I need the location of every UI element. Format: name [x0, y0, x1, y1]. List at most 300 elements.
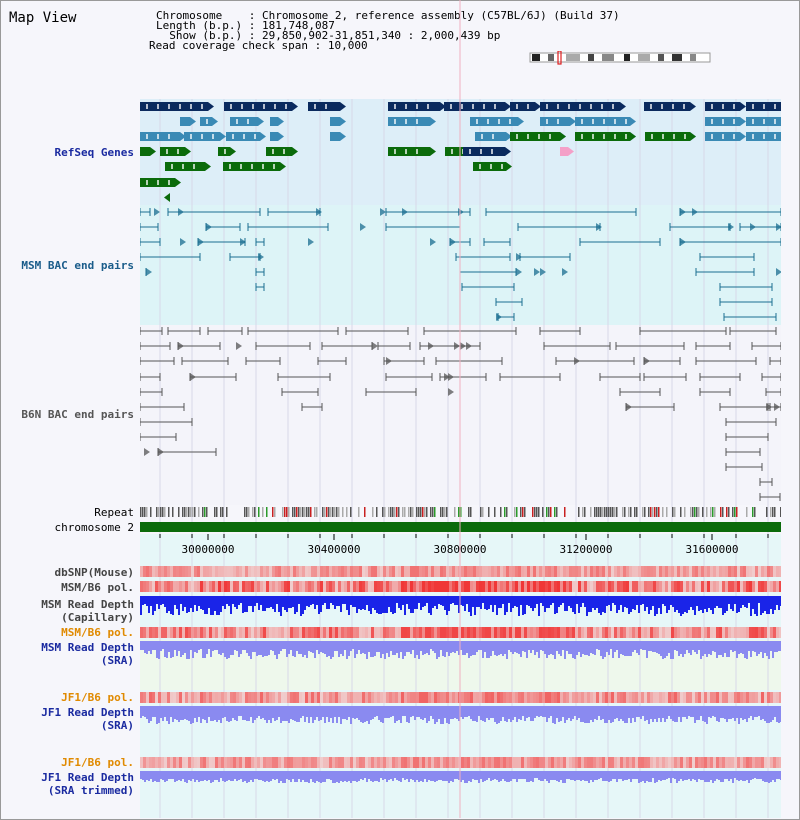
jf1-pol2-cell: [440, 757, 443, 768]
jf1-pol-cell: [776, 692, 779, 703]
dbsnp-cell: [371, 566, 374, 577]
jf1-sra-depth-bar: [348, 706, 350, 717]
msm-sra-depth-bar: [584, 641, 586, 655]
repeat-element: [248, 507, 250, 517]
jf1-trim-depth-bar: [494, 771, 496, 779]
msm-sra-depth-bar: [380, 641, 382, 658]
dbsnp-cell: [512, 566, 515, 577]
coverage-value: 10,000: [327, 39, 368, 52]
jf1-sra-depth-bar: [658, 706, 660, 718]
gene-exon-mark: [469, 149, 471, 154]
repeat-element: [392, 507, 394, 517]
jf1-pol-cell: [599, 692, 602, 703]
msm-pol-cell: [353, 581, 356, 592]
jf1-sra-depth-bar: [780, 706, 781, 722]
jf1-pol-cell: [575, 692, 578, 703]
jf1-pol-cell: [704, 692, 707, 703]
jf1-pol2-cell: [590, 757, 593, 768]
jf1-trim-depth-bar: [564, 771, 566, 783]
dbsnp-cell: [422, 566, 425, 577]
jf1-trim-depth-bar: [518, 771, 520, 779]
jf1-sra-depth-bar: [750, 706, 752, 716]
jf1-pol-cell: [443, 692, 446, 703]
msm-pol-cell: [719, 581, 722, 592]
dbsnp-cell: [449, 566, 452, 577]
jf1-trim-depth-bar: [290, 771, 292, 782]
jf1-pol-cell: [326, 692, 329, 703]
dbsnp-cell: [176, 566, 179, 577]
jf1-sra-depth-bar: [230, 706, 232, 721]
jf1-pol-cell: [440, 692, 443, 703]
jf1-trim-depth-bar: [702, 771, 704, 780]
jf1-trim-depth-bar: [532, 771, 534, 782]
jf1-trim-depth-bar: [222, 771, 224, 781]
jf1-trim-depth-bar: [284, 771, 286, 783]
jf1-pol2-cell: [719, 757, 722, 768]
msm-pol2-cell: [776, 627, 779, 638]
jf1-pol-cell: [167, 692, 170, 703]
msm-pol2-cell: [404, 627, 407, 638]
msm-sra-depth-bar: [176, 641, 178, 656]
msm-sra-depth-bar: [776, 641, 778, 652]
jf1-trim-depth-bar: [266, 771, 268, 781]
jf1-pol-cell: [527, 692, 530, 703]
jf1-pol-cell: [701, 692, 704, 703]
msm-cap-depth-bar: [166, 596, 168, 613]
gene-exon-mark: [157, 104, 159, 109]
jf1-pol-cell: [749, 692, 752, 703]
jf1-sra-depth-bar: [176, 706, 178, 720]
msm-cap-depth-bar: [634, 596, 636, 610]
jf1-trim-depth-bar: [594, 771, 596, 780]
jf1-trim-depth-bar: [422, 771, 424, 782]
msm-cap-depth-bar: [150, 596, 152, 606]
msm-pol-cell: [776, 581, 779, 592]
msm-sra-depth-bar: [348, 641, 350, 656]
msm-sra-depth-bar: [676, 641, 678, 651]
jf1-pol-cell: [218, 692, 221, 703]
msm-pol-cell: [557, 581, 560, 592]
jf1-pol-cell: [551, 692, 554, 703]
msm-pol-cell: [587, 581, 590, 592]
msm-pol2-cell: [722, 627, 725, 638]
jf1-pol2-cell: [167, 757, 170, 768]
msm-pol-cell: [647, 581, 650, 592]
msm-pol-cell: [422, 581, 425, 592]
jf1-trim-depth-bar: [584, 771, 586, 781]
dbsnp-cell: [146, 566, 149, 577]
msm-cap-depth-bar: [314, 596, 316, 609]
jf1-pol-cell: [545, 692, 548, 703]
dbsnp-cell: [317, 566, 320, 577]
repeat-element: [524, 507, 526, 517]
msm-pol2-cell: [290, 627, 293, 638]
msm-pol-cell: [581, 581, 584, 592]
jf1-sra-depth-bar: [774, 706, 776, 717]
msm-pol2-cell: [182, 627, 185, 638]
gene-exon-mark: [557, 119, 559, 124]
jf1-sra-depth-bar: [476, 706, 478, 722]
msm-pol2-cell: [296, 627, 299, 638]
dbsnp-cell: [611, 566, 614, 577]
msm-pol2-cell: [692, 627, 695, 638]
gene-exon-mark: [405, 119, 407, 124]
gene-exon-mark: [224, 149, 226, 154]
msm-sra-depth-bar: [484, 641, 486, 652]
jf1-trim-depth-bar: [278, 771, 280, 783]
msm-sra-depth-bar: [626, 641, 628, 656]
jf1-sra-depth-bar: [390, 706, 392, 717]
jf1-trim-depth-bar: [214, 771, 216, 780]
jf1-pol2-cell: [455, 757, 458, 768]
jf1-pol-cell: [557, 692, 560, 703]
gene-feature: [266, 147, 292, 156]
jf1-pol2-cell: [386, 757, 389, 768]
msm-cap-depth-bar: [198, 596, 200, 606]
msm-sra-depth-bar: [372, 641, 374, 657]
jf1-trim-depth-bar: [678, 771, 680, 781]
jf1-pol2-cell: [395, 757, 398, 768]
msm-sra-depth-bar: [502, 641, 504, 656]
genome-track-panel[interactable]: [140, 0, 781, 818]
msm-cap-depth-bar: [184, 596, 186, 607]
jf1-trim-depth-bar: [434, 771, 436, 782]
msm-cap-depth-bar: [354, 596, 356, 607]
jf1-pol2-cell: [584, 757, 587, 768]
jf1-sra-depth-bar: [742, 706, 744, 720]
jf1-trim-depth-bar: [498, 771, 500, 782]
coverage-label: Read coverage check span: [149, 39, 308, 52]
jf1-trim-depth-bar: [496, 771, 498, 780]
length-value: 181,748,087: [261, 19, 335, 32]
msm-cap-depth-bar: [390, 596, 392, 612]
msm-pol-cell: [773, 581, 776, 592]
msm-pol2-cell: [179, 627, 182, 638]
msm-pol-cell: [173, 581, 176, 592]
msm-pol2-cell: [308, 627, 311, 638]
jf1-trim-depth-bar: [342, 771, 344, 782]
repeat-element: [326, 507, 328, 517]
jf1-pol2-cell: [353, 757, 356, 768]
jf1-sra-depth-bar: [172, 706, 174, 722]
gene-feature: [510, 102, 535, 111]
jf1-trim-depth-bar: [334, 771, 336, 783]
jf1-sra-depth-bar: [244, 706, 246, 720]
jf1-sra-depth-bar: [142, 706, 144, 716]
repeat-element: [598, 507, 600, 517]
msm-sra-depth-bar: [628, 641, 630, 656]
jf1-pol2-cell: [224, 757, 227, 768]
jf1-pol2-cell: [314, 757, 317, 768]
gene-exon-mark: [481, 134, 483, 139]
msm-sra-depth-bar: [288, 641, 290, 654]
msm-cap-depth-bar: [488, 596, 490, 609]
jf1-sra-depth-bar: [598, 706, 600, 716]
repeat-element: [710, 507, 712, 517]
msm-cap-depth-bar: [708, 596, 710, 608]
msm-pol2-cell: [704, 627, 707, 638]
msm-cap-depth-bar: [188, 596, 190, 612]
jf1-trim-depth-bar: [762, 771, 764, 781]
jf1-trim-depth-bar: [660, 771, 662, 781]
gene-exon-mark: [254, 134, 256, 139]
msm-sra-depth-bar: [764, 641, 766, 653]
jf1-pol-cell: [482, 692, 485, 703]
dbsnp-cell: [425, 566, 428, 577]
jf1-pol2-cell: [419, 757, 422, 768]
msm-cap-depth-bar: [712, 596, 714, 614]
jf1-sra-depth-bar: [480, 706, 482, 720]
jf1-sra-depth-bar: [300, 706, 302, 718]
repeat-element: [470, 507, 472, 517]
msm-pol-cell: [638, 581, 641, 592]
jf1-pol-cell: [641, 692, 644, 703]
msm-pol-cell: [497, 581, 500, 592]
msm-sra-depth-bar: [604, 641, 606, 657]
repeat-element: [282, 507, 284, 517]
jf1-trim-depth-bar: [554, 771, 556, 780]
jf1-pol-cell: [185, 692, 188, 703]
dbsnp-cell: [377, 566, 380, 577]
repeat-element: [364, 507, 366, 517]
msm-cap-depth-bar: [328, 596, 330, 609]
gene-exon-mark: [546, 119, 548, 124]
dbsnp-cell: [311, 566, 314, 577]
msm-pol2-cell: [707, 627, 710, 638]
jf1-sra-depth-bar: [430, 706, 432, 716]
jf1-sra-depth-bar: [680, 706, 682, 722]
jf1-pol2-cell: [335, 757, 338, 768]
msm-cap-depth-bar: [290, 596, 292, 608]
msm-pol2-cell: [251, 627, 254, 638]
msm-cap-depth-bar: [214, 596, 216, 611]
msm-sra-depth-bar: [414, 641, 416, 658]
jf1-pol-cell: [674, 692, 677, 703]
jf1-trim-depth-bar: [330, 771, 332, 780]
jf1-pol2-cell: [575, 757, 578, 768]
repeat-element: [146, 507, 148, 517]
dbsnp-cell: [722, 566, 725, 577]
jf1-trim-depth-bar: [534, 771, 536, 778]
msm-pol-cell: [278, 581, 281, 592]
jf1-sra-depth-bar: [736, 706, 738, 718]
jf1-pol-cell: [293, 692, 296, 703]
jf1-trim-depth-bar: [778, 771, 780, 779]
jf1-pol-cell: [503, 692, 506, 703]
jf1-pol-cell: [632, 692, 635, 703]
msm-cap-depth-bar: [174, 596, 176, 605]
dbsnp-cell: [476, 566, 479, 577]
msm-cap-depth-bar: [510, 596, 512, 612]
jf1-pol2-cell: [257, 757, 260, 768]
jf1-sra-depth-bar: [462, 706, 464, 719]
msm-sra-depth-bar: [210, 641, 212, 657]
repeat-element: [680, 507, 682, 517]
repeat-element: [198, 507, 200, 517]
msm-sra-depth-bar: [592, 641, 594, 654]
msm-pol2-cell: [143, 627, 146, 638]
msm-sra-depth-bar: [702, 641, 704, 656]
jf1-pol-cell: [464, 692, 467, 703]
jf1-pol2-cell: [179, 757, 182, 768]
msm-pol-cell: [191, 581, 194, 592]
dbsnp-cell: [605, 566, 608, 577]
msm-cap-depth-bar: [156, 596, 158, 604]
dbsnp-cell: [401, 566, 404, 577]
msm-sra-depth-bar: [328, 641, 330, 656]
msm-sra-depth-bar: [252, 641, 254, 652]
msm-pol-cell: [296, 581, 299, 592]
jf1-trim-depth-bar: [416, 771, 418, 780]
msm-sra-depth-bar: [726, 641, 728, 657]
dbsnp-cell: [404, 566, 407, 577]
msm-pol2-cell: [710, 627, 713, 638]
msm-pol2-cell: [620, 627, 623, 638]
gene-feature: [140, 102, 208, 111]
jf1-trim-depth-bar: [670, 771, 672, 783]
msm-pol2-cell: [749, 627, 752, 638]
dbsnp-cell: [731, 566, 734, 577]
msm-sra-depth-bar: [240, 641, 242, 654]
jf1-pol2-cell: [362, 757, 365, 768]
jf1-sra-depth-bar: [454, 706, 456, 718]
msm-cap-depth-bar: [300, 596, 302, 616]
msm-sra-depth-bar: [322, 641, 324, 653]
msm-cap-depth-bar: [644, 596, 646, 611]
jf1-pol-cell: [164, 692, 167, 703]
gene-feature: [540, 117, 570, 126]
jf1-sra-depth-bar: [298, 706, 300, 722]
dbsnp-cell: [353, 566, 356, 577]
repeat-element: [254, 507, 256, 517]
msm-sra-depth-bar: [536, 641, 538, 652]
jf1-sra-depth-bar: [674, 706, 676, 722]
msm-sra-depth-bar: [336, 641, 338, 651]
jf1-trim-depth-bar: [626, 771, 628, 780]
dbsnp-cell: [683, 566, 686, 577]
msm-pol-cell: [437, 581, 440, 592]
msm-pol-cell: [425, 581, 428, 592]
msm-sra-depth-bar: [694, 641, 696, 652]
msm-pol2-cell: [146, 627, 149, 638]
gene-exon-mark: [168, 134, 170, 139]
jf1-trim-depth-bar: [650, 771, 652, 782]
jf1-trim-depth-bar: [368, 771, 370, 779]
repeat-element: [726, 507, 728, 517]
jf1-sra-depth-bar: [314, 706, 316, 720]
gene-exon-mark: [483, 104, 485, 109]
jf1-sra-depth-bar: [552, 706, 554, 723]
msm-sra-depth-bar: [560, 641, 562, 656]
jf1-sra-depth-bar: [290, 706, 292, 719]
msm-pol-cell: [725, 581, 728, 592]
jf1-pol-cell: [407, 692, 410, 703]
msm-pol2-cell: [410, 627, 413, 638]
jf1-sra-depth-bar: [532, 706, 534, 721]
jf1-pol-cell: [161, 692, 164, 703]
jf1-pol2-cell: [500, 757, 503, 768]
msm-pol2-cell: [311, 627, 314, 638]
jf1-pol-cell: [524, 692, 527, 703]
jf1-pol-cell: [248, 692, 251, 703]
msm-pol-cell: [479, 581, 482, 592]
msm-pol2-cell: [608, 627, 611, 638]
jf1-trim-depth-bar: [172, 771, 174, 779]
msm-cap-depth-bar: [594, 596, 596, 610]
msm-cap-depth-bar: [272, 596, 274, 609]
dbsnp-cell: [770, 566, 773, 577]
jf1-sra-depth-bar: [516, 706, 518, 722]
msm-pol2-cell: [203, 627, 206, 638]
axis-tick-label: 30400000: [307, 543, 361, 556]
repeat-element: [514, 507, 516, 517]
jf1-pol-cell: [227, 692, 230, 703]
repeat-element: [142, 507, 144, 517]
msm-sra-depth-bar: [704, 641, 706, 654]
jf1-pol-cell: [722, 692, 725, 703]
jf1-trim-depth-bar: [262, 771, 264, 781]
jf1-sra-depth-bar: [376, 706, 378, 716]
msm-pol-cell: [320, 581, 323, 592]
msm-pol-cell: [395, 581, 398, 592]
jf1-trim-depth-bar: [380, 771, 382, 778]
jf1-trim-depth-bar: [256, 771, 258, 779]
jf1-pol-cell: [386, 692, 389, 703]
dbsnp-cell: [632, 566, 635, 577]
msm-cap-depth-bar: [228, 596, 230, 606]
jf1-sra-depth-bar: [368, 706, 370, 724]
jf1-pol2-cell: [437, 757, 440, 768]
dbsnp-cell: [389, 566, 392, 577]
repeat-element: [194, 507, 196, 517]
dbsnp-cell: [392, 566, 395, 577]
msm-sra-depth-bar: [406, 641, 408, 652]
repeat-element: [714, 507, 716, 517]
jf1-pol2-cell: [701, 757, 704, 768]
jf1-pol2-cell: [605, 757, 608, 768]
msm-cap-depth-bar: [672, 596, 674, 607]
jf1-sra-depth-bar: [524, 706, 526, 721]
msm-pol2-cell: [362, 627, 365, 638]
repeat-element: [446, 507, 448, 517]
jf1-sra-depth-bar: [196, 706, 198, 722]
jf1-pol2-cell: [479, 757, 482, 768]
msm-cap-depth-bar: [254, 596, 256, 606]
msm-pol2-cell: [779, 627, 781, 638]
gene-exon-mark: [651, 134, 653, 139]
jf1-pol-cell: [314, 692, 317, 703]
repeat-element: [424, 507, 426, 517]
jf1-pol2-cell: [377, 757, 380, 768]
repeat-element: [416, 507, 418, 517]
msm-cap-depth-bar: [678, 596, 680, 613]
jf1-trim-depth-bar: [596, 771, 598, 780]
msm-pol2-cell: [668, 627, 671, 638]
msm-pol-cell: [518, 581, 521, 592]
jf1-trim-depth-bar: [750, 771, 752, 780]
msm-sra-depth-bar: [388, 641, 390, 657]
msm-pol2-cell: [623, 627, 626, 638]
msm-cap-depth-bar: [668, 596, 670, 610]
dbsnp-cell: [536, 566, 539, 577]
msm-sra-depth-bar: [590, 641, 592, 653]
jf1-pol2-cell: [206, 757, 209, 768]
jf1-sra-depth-bar: [412, 706, 414, 716]
msm-pol-cell: [365, 581, 368, 592]
jf1-pol2-cell: [761, 757, 764, 768]
repeat-element: [422, 507, 424, 517]
gene-exon-mark: [168, 104, 170, 109]
